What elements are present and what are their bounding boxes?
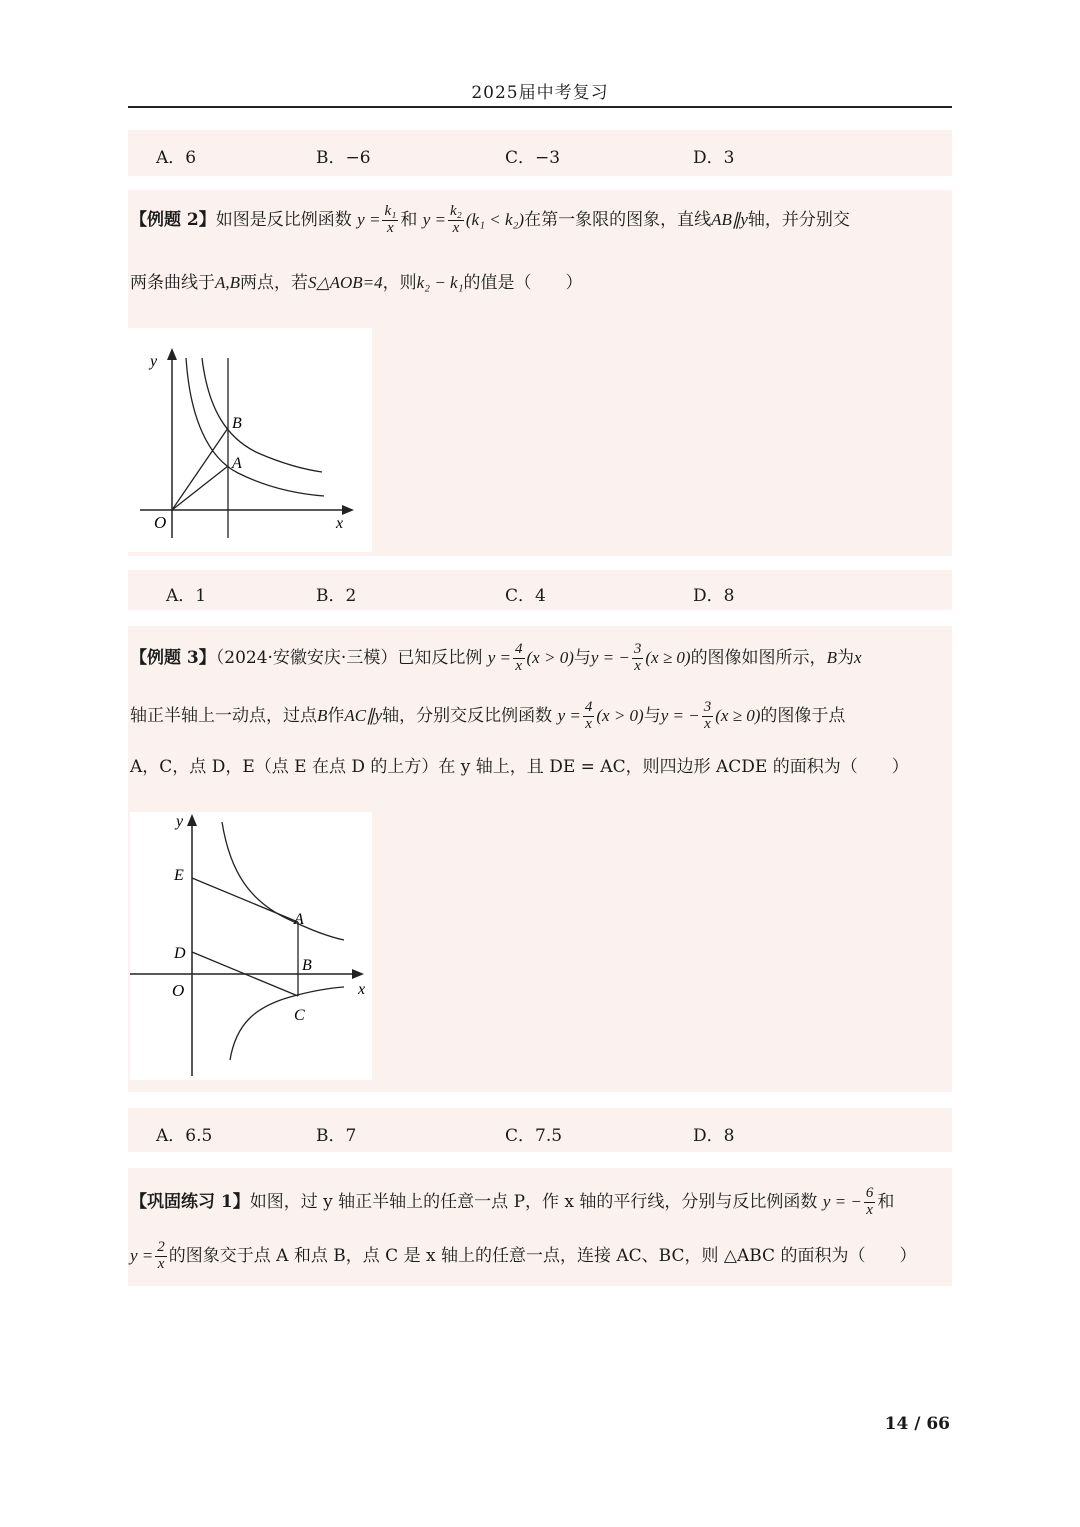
ex3-text-1b: 的图像如图所示， [690, 647, 827, 668]
ex2-label-a: A [232, 455, 242, 472]
ex2-f2: y = [422, 209, 446, 229]
ex4-f1-num: 6 [865, 1185, 874, 1201]
ex3-label-x: x [358, 981, 366, 998]
ex2-f1-num: k₁ [384, 203, 397, 219]
ex2-and: 和 [400, 209, 418, 230]
ex2-label-y: y [150, 353, 158, 370]
ex2-segment-ob [172, 428, 228, 510]
ex2-option-c: C．4 [505, 586, 546, 606]
ex2-text-1c: 轴，并分别交 [747, 209, 850, 230]
ex2-area: S△AOB=4 [308, 273, 383, 292]
ex3-label-b: B [302, 957, 312, 974]
q1-option-b: B．−6 [316, 148, 371, 168]
ex2-points: A,B [215, 273, 241, 292]
ex3-yu-repeat: 与 [643, 705, 661, 726]
ex4-f1-frac [864, 1186, 876, 1219]
ex3-y-arrow-icon [187, 814, 197, 826]
ex3-x-var: x [853, 647, 862, 667]
ex2-f1-frac [382, 204, 398, 237]
ex2-line-2 [130, 268, 583, 293]
ex3-text-2d: 的图像于点 [760, 705, 846, 726]
ex3-text-3: A，C，点 D，E（点 E 在点 D 的上方）在 y 轴上，且 DE = AC，则四边形 ACDE 的面积为（ ） [130, 757, 909, 777]
ex3-line-3 [130, 752, 909, 777]
ex2-curve-k1 [186, 358, 324, 496]
ex3-line-1 [130, 642, 862, 675]
ex3-text-2b: 作 [327, 705, 345, 726]
ex2-text-2b: 两点，若 [240, 273, 309, 293]
ex2-f1: y = [357, 209, 381, 229]
ex4-and: 和 [877, 1191, 895, 1212]
ex2-ab-parallel: AB∥y [711, 209, 748, 229]
example-3-block [128, 626, 952, 1092]
ex3-f1: y = [487, 647, 512, 667]
ex2-diff: k₂ − k₁ [416, 273, 464, 292]
ex3-curve-positive [222, 822, 344, 940]
ex3-label-d: D [174, 945, 186, 962]
ex2-option-d: D．8 [693, 586, 735, 606]
ex3-f1-frac-repeat [583, 700, 595, 733]
ex4-label: 【巩固练习 1】 [130, 1191, 250, 1212]
ex4-f2: y = [130, 1245, 154, 1265]
ex4-f2-num: 2 [157, 1239, 165, 1255]
ex3-f2-cond: (x ≥ 0) [645, 647, 691, 667]
ex3-label: 【例题 3】 [130, 647, 216, 668]
ex2-text-1b: 在第一象限的图象，直线 [524, 209, 712, 230]
ex2-option-a: A．1 [166, 586, 207, 606]
ex3-f2: y = − [590, 647, 630, 667]
page-number: 14 / 66 [884, 1414, 950, 1434]
ex3-f2-repeat: y = − [660, 705, 700, 725]
q1-option-c: C．−3 [505, 148, 561, 168]
q1-option-a: A．6 [156, 148, 197, 168]
ex3-label-e: E [174, 867, 184, 884]
page-header-title: 2025届中考复习 [471, 83, 609, 103]
ex2-label-o: O [154, 513, 167, 532]
ex3-f2-frac [632, 642, 644, 675]
ex3-source: （2024·安徽安庆·三模）已知反比例 [215, 647, 483, 668]
ex3-label-o: O [172, 981, 185, 1000]
ex2-line-1 [130, 204, 850, 237]
practice-1-block [128, 1168, 952, 1286]
ex2-y-arrow-icon [167, 348, 177, 360]
ex3-f2-frac-repeat [702, 700, 714, 733]
ex4-f2-den: x [157, 1255, 165, 1272]
ex3-graph [130, 812, 372, 1080]
example-2-block [128, 190, 952, 556]
ex3-label-a: A [294, 911, 304, 928]
ex3-option-d: D．8 [693, 1126, 735, 1146]
ex3-b-point-2: B [317, 705, 328, 725]
ex3-yu: 与 [573, 647, 591, 668]
ex4-line-1 [130, 1186, 894, 1219]
ex3-f2-num: 3 [633, 641, 642, 657]
ex3-f2-den-repeat: x [704, 715, 711, 732]
ex3-text-2c: 轴，分别交反比例函数 [382, 705, 553, 726]
ex2-curve-k2 [202, 358, 322, 472]
ex2-f2-den: x [452, 219, 460, 236]
ex3-ac-parallel: AC∥y [344, 705, 383, 725]
ex3-x-arrow-icon [352, 969, 364, 979]
ex3-option-c: C．7.5 [505, 1126, 563, 1146]
ex3-text-1c: 为 [836, 647, 854, 668]
ex2-text-2a: 两条曲线于 [130, 273, 215, 293]
ex3-label-y: y [176, 813, 184, 830]
ex3-f1-cond: (x > 0) [526, 647, 574, 667]
ex2-segment-oa [172, 466, 228, 510]
ex2-x-arrow-icon [342, 505, 354, 515]
ex4-f1-den: x [866, 1201, 873, 1218]
ex2-figure [128, 328, 372, 552]
q1-option-d: D．3 [693, 148, 735, 168]
header-rule [128, 106, 952, 108]
ex3-f1-frac [513, 642, 525, 675]
ex2-text-2d: 的值是（ ） [463, 273, 583, 293]
ex3-figure [130, 812, 372, 1080]
ex2-cond: (k₁ < k₂) [465, 209, 525, 229]
ex3-option-a: A．6.5 [156, 1126, 213, 1146]
ex3-option-b: B．7 [316, 1126, 357, 1146]
ex4-f2-frac [155, 1240, 167, 1273]
ex3-f1-repeat: y = [557, 705, 581, 725]
ex2-f2-frac [448, 204, 464, 237]
ex2-text-2c: ，则 [382, 273, 417, 293]
ex2-option-b: B．2 [316, 586, 357, 606]
ex3-line-2 [130, 700, 845, 733]
ex3-options-block [128, 1108, 952, 1152]
ex3-f1-num: 4 [515, 641, 523, 657]
ex3-text-2a: 轴正半轴上一动点，过点 [130, 705, 317, 726]
ex3-f2-den: x [634, 657, 641, 674]
ex3-b-point: B [826, 647, 837, 667]
ex2-label-x: x [336, 515, 344, 532]
ex2-label: 【例题 2】 [130, 209, 216, 230]
ex2-options-block [128, 570, 952, 610]
ex3-label-c: C [294, 1007, 305, 1024]
ex2-label-b: B [232, 415, 242, 432]
ex3-f2-num-repeat: 3 [703, 699, 712, 715]
ex3-f1-den: x [515, 657, 523, 674]
ex2-text-1a: 如图是反比例函数 [215, 209, 352, 230]
ex3-curve-negative [230, 987, 344, 1060]
ex3-f1-cond-repeat: (x > 0) [596, 705, 644, 725]
ex2-graph [128, 328, 372, 552]
ex3-f1-den-repeat: x [585, 715, 592, 732]
ex3-f2-cond-repeat: (x ≥ 0) [715, 705, 761, 725]
q1-options-block [128, 130, 952, 176]
ex4-text-2a: 的图象交于点 A 和点 B，点 C 是 x 轴上的任意一点，连接 AC、BC，则 △ABC 的面积为（ ） [168, 1245, 917, 1266]
ex2-f1-den: x [387, 219, 394, 236]
ex3-f1-num-repeat: 4 [584, 699, 593, 715]
ex4-text-1a: 如图，过 y 轴正半轴上的任意一点 P，作 x 轴的平行线，分别与反比例函数 [249, 1191, 818, 1212]
ex4-f1: y = − [822, 1191, 862, 1211]
ex2-f2-num: k₂ [450, 203, 462, 219]
ex4-line-2 [130, 1240, 916, 1273]
